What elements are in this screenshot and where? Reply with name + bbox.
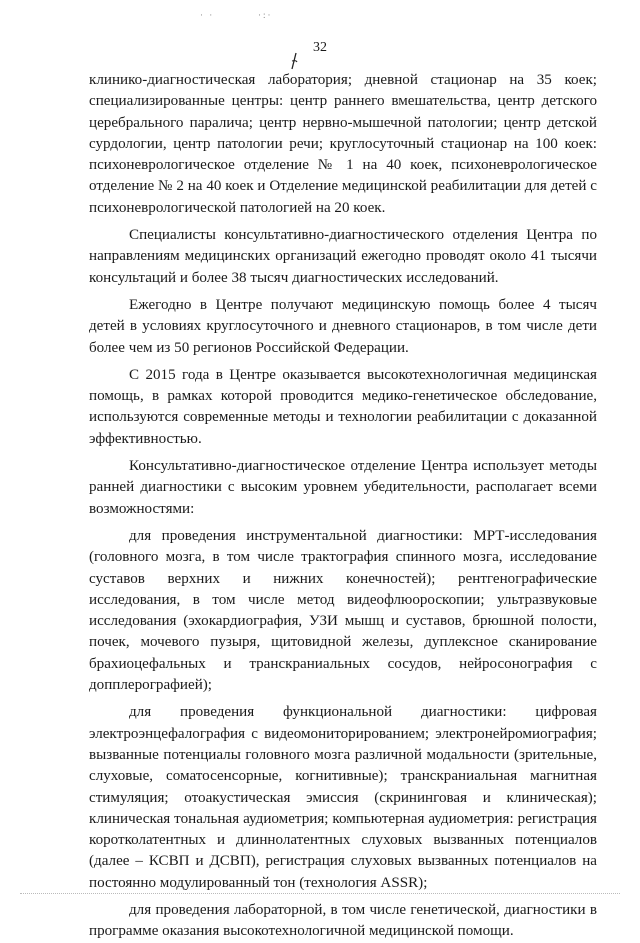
paragraph-consultations: Специалисты консультативно-диагностического отделения Центра по направлениям медицинских организаций ежегодно проводят около 41 тысячи консультаций и более 38 тысяч диагностических исследований. xyxy=(89,227,597,286)
scan-speck: · · xyxy=(200,10,215,20)
paragraph-laboratory-diagnostics: для проведения лабораторной, в том числе генетической, диагностики в программе оказания высокотехнологичной медицинской помощи. xyxy=(89,901,597,940)
paragraph-patients: Ежегодно в Центре получают медицинскую помощь более 4 тысяч детей в условиях круглосуточного и дневного стационаров, в том числе дети более чем из 50 регионов Российской Федерации. xyxy=(89,296,597,356)
pen-mark-icon xyxy=(287,52,301,72)
scan-edge-noise xyxy=(20,893,620,896)
paragraph-instrumental-diagnostics: для проведения инструментальной диагностики: МРТ-исследования (головного мозга, в том числе трактография спинного мозга, исследование суставов верхних и нижних конечностей); рентгенографические исследования, в том числе метод видеофлюороскопии; ультразвуковые исследования (эхокардиография, УЗИ мышц и суставов, брюшной полости, почек, мочевого пузыря, щитовидной железы, дуплексное сканирование брахиоцефальных и транскраниальных сосудов, нейросонография с допплерографией); xyxy=(89,527,597,694)
document-body xyxy=(89,70,597,943)
scan-speck: ·:· xyxy=(258,10,273,20)
paragraph-facilities: клинико-диагностическая лаборатория; дневной стационар на 35 коек; специализированные центры: центр раннего вмешательства, центр детского церебрального паралича; центр нервно-мышечной патологии; центр детской сурдологии, центр патологии речи; круглосуточный стационар на 100 коек: психоневрологическое отделение № 1 на 40 коек, психоневрологическое отделение № 2 на 40 коек и Отделение медицинской реабилитации для детей с психоневрологической патологией на 20 коек. xyxy=(89,72,597,216)
paragraph-diagnostic-methods: Консультативно-диагностическое отделение Центра использует методы ранней диагностики с высоким уровнем убедительности, располагает всеми возможностями: xyxy=(89,458,597,517)
page-number: 32 xyxy=(313,40,327,55)
paragraph-functional-diagnostics: для проведения функциональной диагностики: цифровая электроэнцефалография с видеомониторированием; электронейромиография; вызванные потенциалы головного мозга различной модальности (зрительные, слуховые, соматосенсорные, когнитивные); транскраниальная магнитная стимуляция; отоакустическая эмиссия (скрининговая и клиническая); клиническая тональная аудиометрия; компьютерная аудиометрия: регистрация коротколатентных и длиннолатентных слуховых вызванных потенциалов (далее – КСВП и ДСВП), регистрация слуховых вызванных потенциалов на постоянно модулированный тон (технология ASSR); xyxy=(89,704,597,891)
paragraph-high-tech-care: С 2015 года в Центре оказывается высокотехнологичная медицинская помощь, в рамках которой проводится медико-генетическое обследование, используются современные методы и технологии реабилитации с доказанной эффективностью. xyxy=(89,366,597,447)
